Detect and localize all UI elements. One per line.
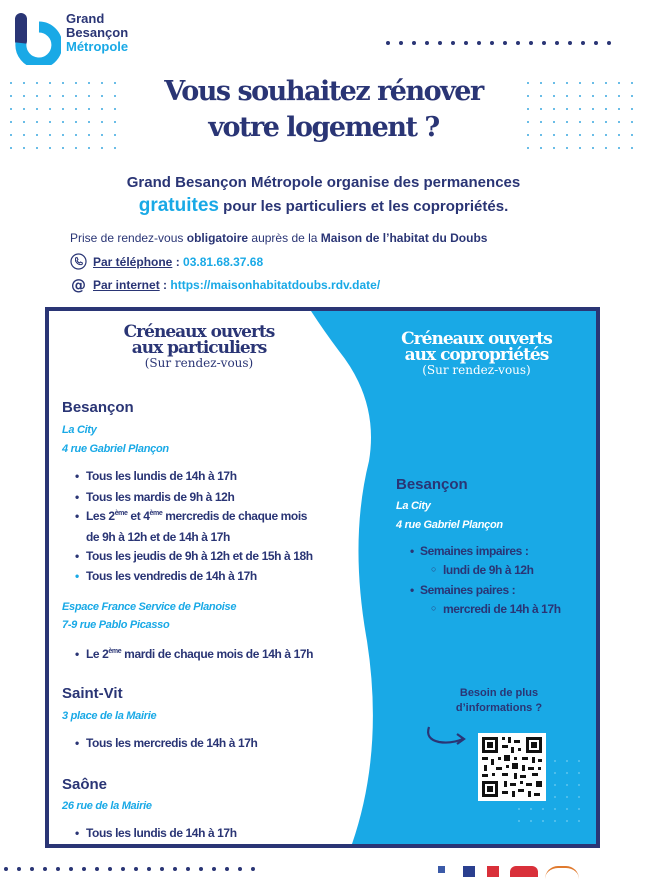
superscript: ème	[149, 510, 163, 517]
logo-line-1: Grand	[66, 11, 105, 26]
schedule-item	[86, 509, 307, 523]
at-icon	[70, 276, 87, 293]
partner-logo-square	[438, 866, 445, 873]
schedule-item: • Tous les jeudis de 9h à 12h et de 15h à 18h	[86, 549, 313, 563]
page-title-line-1: Vous souhaitez rénover	[164, 76, 483, 107]
partner-logo-red	[510, 866, 538, 877]
phone-link[interactable]: 03.81.68.37.68	[183, 254, 264, 269]
superscript: ème	[108, 648, 122, 655]
schedule-item-part: Le 2	[86, 647, 109, 661]
schedule-item: • Tous les mardis de 9h à 12h	[86, 490, 234, 504]
help-text-line-1: Besoin de plus	[459, 687, 539, 699]
right-place-address: 4 rue Gabriel Plançon	[396, 519, 503, 531]
svg-text:@: @	[71, 276, 86, 293]
superscript: ème	[114, 510, 128, 517]
schedule-item-part: mercredis de chaque mois	[162, 509, 308, 523]
left-heading-line-2: aux particuliers	[131, 338, 267, 358]
right-subheading: (Sur rendez-vous)	[422, 363, 531, 377]
schedule-item-continuation: de 9h à 12h et de 14h à 17h	[86, 530, 230, 544]
logo-line-2: Besançon	[66, 25, 129, 40]
phone-icon	[70, 253, 87, 270]
logo-text	[66, 12, 128, 54]
city-besancon: Besançon	[62, 399, 134, 416]
appointment-maison: Maison de l’habitat du Doubs	[320, 231, 488, 245]
right-schedule-odd: • Semaines impaires :	[420, 544, 528, 558]
partner-logo-flag	[463, 866, 499, 877]
page-title-line-2: votre logement ?	[208, 112, 439, 143]
phone-label: Par téléphone	[93, 254, 173, 269]
city-saone: Saône	[62, 776, 108, 793]
place-address-plancon: 4 rue Gabriel Plançon	[62, 443, 169, 455]
decorative-dots-bottom	[4, 867, 255, 871]
intro-line-1: Grand Besançon Métropole organise des permanences	[126, 174, 521, 191]
arrow-icon	[423, 721, 471, 749]
right-schedule-odd-detail: ○ lundi de 9h à 12h	[443, 563, 534, 577]
schedule-item: • Tous les mercredis de 14h à 17h	[86, 736, 257, 750]
help-text-line-2: d’informations ?	[455, 702, 543, 714]
right-heading-line-2: aux copropriétés	[404, 345, 549, 365]
place-address-picasso: 7-9 rue Pablo Picasso	[62, 619, 170, 631]
intro-line-2	[0, 195, 647, 217]
schedule-item	[86, 647, 313, 661]
web-link[interactable]: https://maisonhabitatdoubs.rdv.date/	[170, 277, 381, 292]
place-saint-vit: 3 place de la Mairie	[62, 710, 157, 722]
place-la-city: La City	[62, 424, 97, 436]
decorative-dots-top	[386, 41, 611, 45]
place-saone: 26 rue de la Mairie	[62, 800, 152, 812]
phone-contact	[70, 253, 263, 270]
left-heading-line-1: Créneaux ouverts	[123, 322, 275, 342]
left-subheading: (Sur rendez-vous)	[144, 356, 254, 370]
appointment-obligatoire: obligatoire	[186, 231, 249, 245]
right-place-la-city: La City	[396, 500, 431, 512]
phone-separator: :	[172, 254, 180, 269]
partner-logo-maison	[545, 866, 579, 879]
gratuites-highlight: gratuites	[138, 195, 219, 216]
logo-b-icon	[15, 13, 61, 65]
schedule-item-part: mardi de chaque mois de 14h à 17h	[121, 647, 314, 661]
right-schedule-even-detail: ○ mercredi de 14h à 17h	[443, 602, 561, 616]
appointment-note	[70, 231, 487, 245]
schedule-item: • Tous les lundis de 14h à 17h	[86, 469, 237, 483]
logo-line-3: Métropole	[66, 39, 129, 54]
schedule-item-part: Les 2	[86, 509, 115, 523]
schedule-item: • Tous les vendredis de 14h à 17h	[86, 569, 257, 583]
right-city-besancon: Besançon	[396, 476, 468, 493]
appointment-prefix: Prise de rendez-vous	[70, 231, 187, 245]
web-label: Par internet	[93, 277, 160, 292]
right-schedule-even: • Semaines paires :	[420, 583, 515, 597]
qr-code-icon[interactable]	[478, 733, 546, 801]
right-heading-line-1: Créneaux ouverts	[401, 329, 552, 349]
place-espace-france: Espace France Service de Planoise	[62, 601, 237, 613]
schedule-item: • Tous les lundis de 14h à 17h	[86, 826, 237, 840]
appointment-middle: auprès de la	[248, 231, 321, 245]
web-contact	[70, 276, 380, 293]
intro-line-2-rest: pour les particuliers et les copropriétés.	[223, 198, 509, 215]
web-separator: :	[159, 277, 168, 292]
city-saint-vit: Saint-Vit	[62, 685, 123, 702]
schedule-item-part: et 4	[127, 509, 150, 523]
